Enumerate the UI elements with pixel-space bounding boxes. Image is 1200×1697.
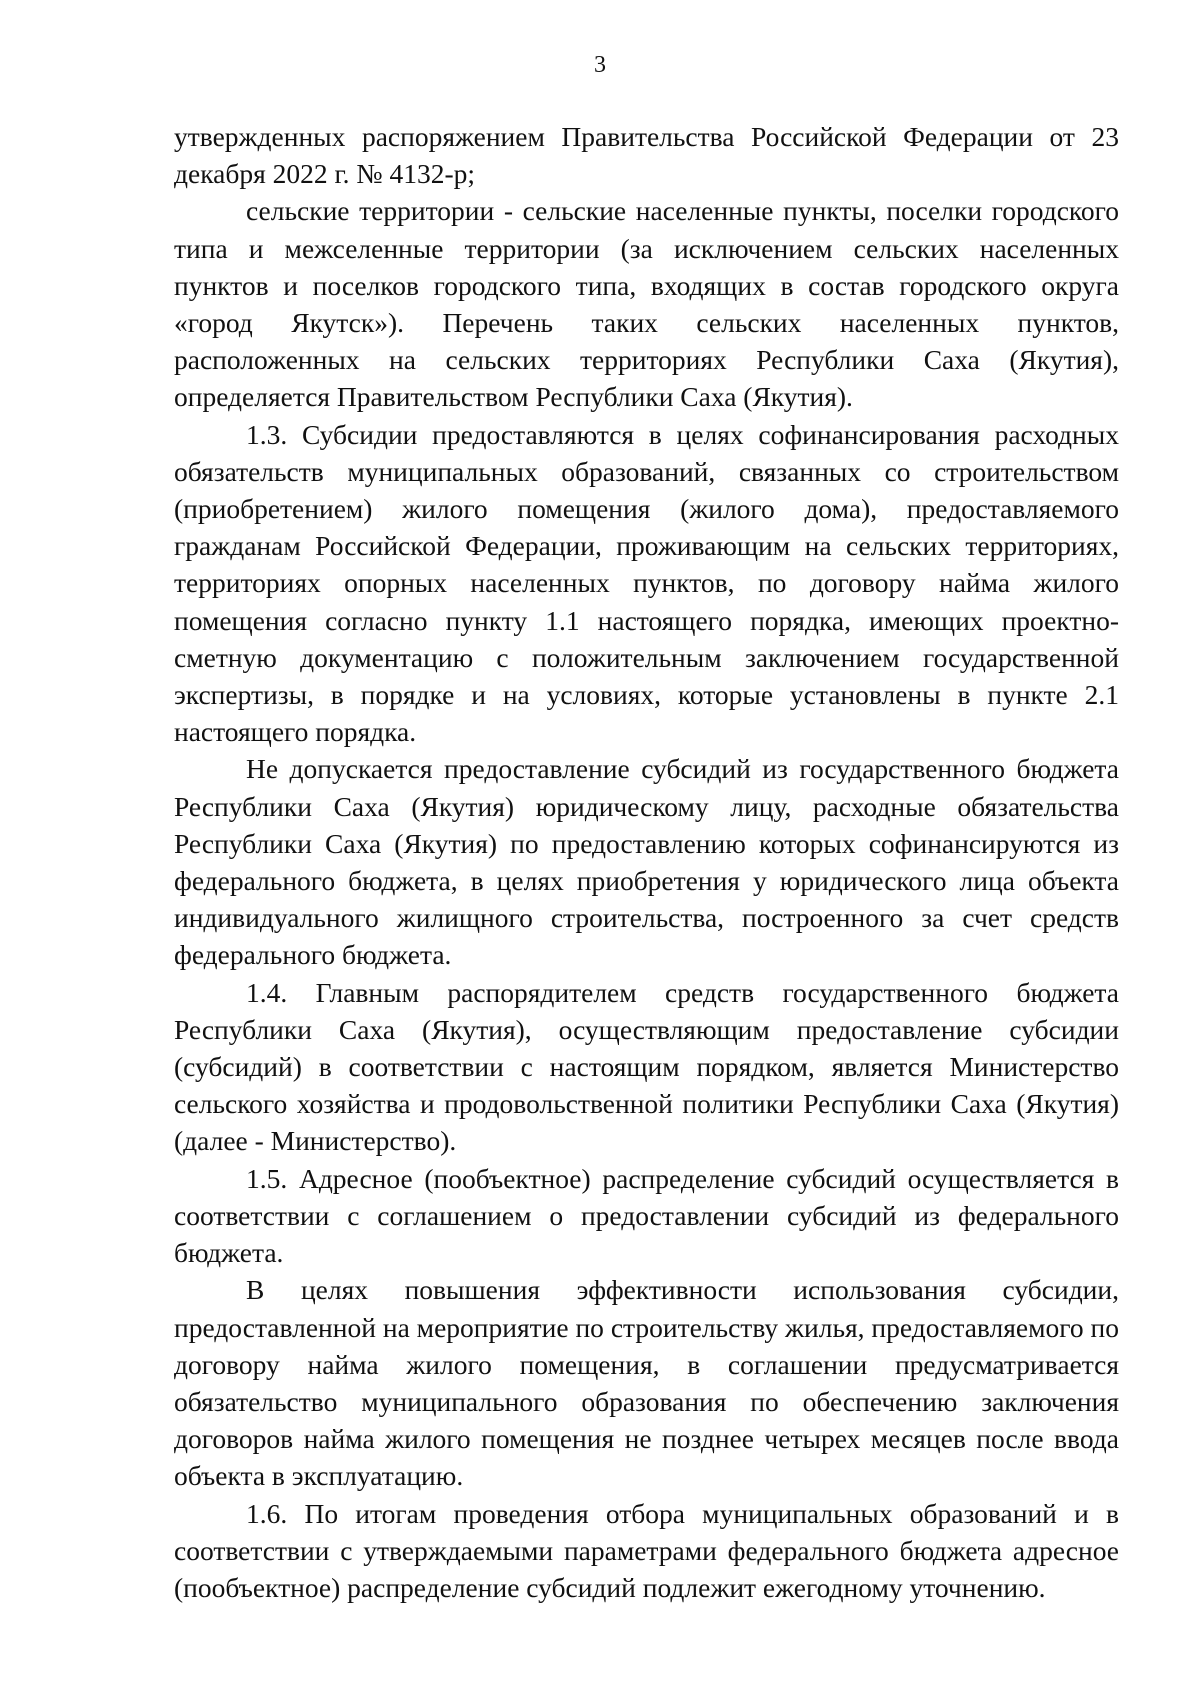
paragraph-approved-by-order: утвержденных распоряжением Правительства Российской Федерации от 23 декабря 2022 г. № 4132-р; xyxy=(174,121,1119,190)
paragraph-efficiency-obligation: В целях повышения эффективности использования субсидии, предоставленной на мероприятие по строительству жилья, предоставляемого по договору найма жилого помещения, в соглашении предусматривается обязательство муниципального образования по обеспечению заключения договоров найма жилого помещения не позднее четырех месяцев после ввода объекта в эксплуатацию. xyxy=(174,1274,1119,1492)
paragraph-1-5-address-distribution: 1.5. Адресное (пообъектное) распределение субсидий осуществляется в соответствии с соглашением о предоставлении субсидий из федерального бюджета. xyxy=(174,1162,1119,1269)
paragraph-1-6-annual-update: 1.6. По итогам проведения отбора муниципальных образований и в соответствии с утверждаемыми параметрами федерального бюджета адресное (пообъектное) распределение субсидий подлежит ежегодному уточнению. xyxy=(174,1497,1119,1603)
paragraph-1-4-main-administrator: 1.4. Главным распорядителем средств государственного бюджета Республики Саха (Якутия), осуществляющим предоставление субсидии (субсидий) в соответствии с настоящим порядком, является Министерство сельского хозяйства и продовольственной политики Республики Саха (Якутия) (далее - Министерство). xyxy=(174,976,1119,1157)
paragraph-rural-territories: сельские территории - сельские населенные пункты, поселки городского типа и межселенные территории (за исключением сельских населенных пунктов и поселков городского типа, входящих в состав городского округа «город Якутск»). Перечень таких сельских населенных пунктов, расположенных на сельских территориях Республики Саха (Якутия), определяется Правительством Республики Саха (Якутия). xyxy=(174,195,1119,413)
paragraph-not-allowed: Не допускается предоставление субсидий из государственного бюджета Республики Саха (Якутия) юридическому лицу, расходные обязательства Республики Саха (Якутия) по предоставлению которых софинансируются из федерального бюджета, в целях приобретения у юридического лица объекта индивидуального жилищного строительства, построенного за счет средств федерального бюджета. xyxy=(174,753,1119,971)
page-number: 3 xyxy=(594,52,606,78)
document-body xyxy=(174,118,1119,1606)
paragraph-1-3-subsidy-purpose: 1.3. Субсидии предоставляются в целях софинансирования расходных обязательств муниципальных образований, связанных со строительством (приобретением) жилого помещения (жилого дома), предоставляемого гражданам Российской Федерации, проживающим на сельских территориях, территориях опорных населенных пунктов, по договору найма жилого помещения согласно пункту 1.1 настоящего порядка, имеющих проектно-сметную документацию с положительным заключением государственной экспертизы, в порядке и на условиях, которые установлены в пункте 2.1 настоящего порядка. xyxy=(174,418,1119,748)
